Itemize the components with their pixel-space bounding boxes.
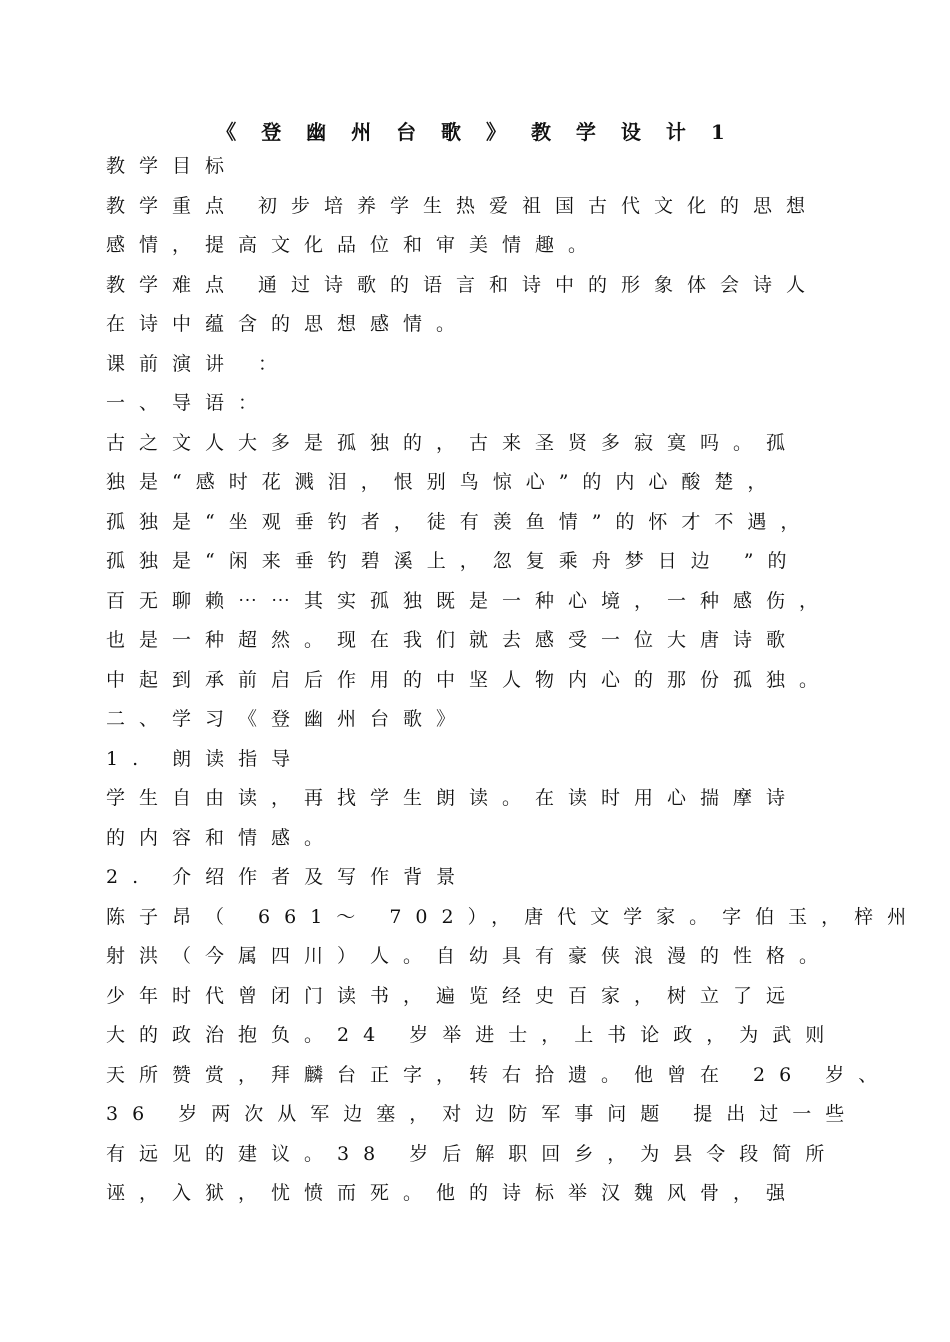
teaching-difficulty-line: 在诗中蕴含的思想感情。	[106, 313, 470, 335]
heading-pre-class-speech: 课前演讲 ：	[106, 352, 292, 375]
paragraph-line: 也是一种超然。现在我们就去感受一位大唐诗歌	[106, 629, 800, 651]
paragraph-line: 学生自由读，再找学生朗读。在读时用心揣摩诗	[106, 787, 800, 809]
paragraph-line: 古之文人大多是孤独的，古来圣贤多寂寞吗。孤	[106, 431, 800, 454]
paragraph-line: 少年时代曾闭门读书，遍览经史百家，树立了远	[106, 984, 800, 1007]
paragraph-line: 陈子昂（ 661～ 702），唐代文学家。字伯玉，梓州	[106, 905, 921, 928]
paragraph-line: 有远见的建议。38 岁后解职回乡，为县令段简所	[106, 1142, 839, 1165]
section-heading-introduction: 一、导语：	[106, 392, 272, 414]
subheading-reading-guidance: 1. 朗读指导	[106, 747, 305, 770]
paragraph-line: 大的政治抱负。24 岁举进士，上书论政，为武则	[106, 1024, 839, 1046]
paragraph-line: 百无聊赖⋯⋯其实孤独既是一种心境，一种感伤，	[106, 589, 833, 612]
paragraph-line: 天所赞赏，拜麟台正字，转右拾遗。他曾在 26 岁、	[106, 1063, 892, 1086]
paragraph-line: 36 岁两次从军边塞，对边防军事问题 提出过一些	[106, 1103, 859, 1125]
document-body	[106, 147, 921, 1214]
paragraph-line: 的内容和情感。	[106, 826, 338, 849]
paragraph-line: 独是“感时花溅泪，恨别鸟惊心”的内心酸楚，	[106, 471, 781, 493]
teaching-focus-line: 感情，提高文化品位和审美情趣。	[106, 234, 602, 256]
paragraph-line: 诬，入狱，忧愤而死。他的诗标举汉魏风骨，强	[106, 1182, 800, 1204]
teaching-focus-line: 教学重点 初步培养学生热爱祖国古代文化的思想	[106, 194, 820, 217]
paragraph-line: 中起到承前启后作用的中坚人物内心的那份孤独。	[106, 668, 833, 691]
document-title: 《 登 幽 州 台 歌 》 教 学 设 计 1	[216, 120, 734, 144]
paragraph-line: 孤独是“坐观垂钓者，徒有羡鱼情”的怀才不遇，	[106, 510, 814, 533]
teaching-difficulty-line: 教学难点 通过诗歌的语言和诗中的形象体会诗人	[106, 273, 820, 296]
paragraph-line: 射洪（今属四川）人。自幼具有豪侠浪漫的性格。	[106, 945, 833, 967]
subheading-author-background: 2. 介绍作者及写作背景	[106, 866, 470, 888]
paragraph-line: 孤独是“闲来垂钓碧溪上，忽复乘舟梦日边 ”的	[106, 550, 801, 572]
section-heading-study: 二、学习《登幽州台歌》	[106, 708, 470, 730]
heading-teaching-goals: 教学目标	[106, 155, 239, 177]
